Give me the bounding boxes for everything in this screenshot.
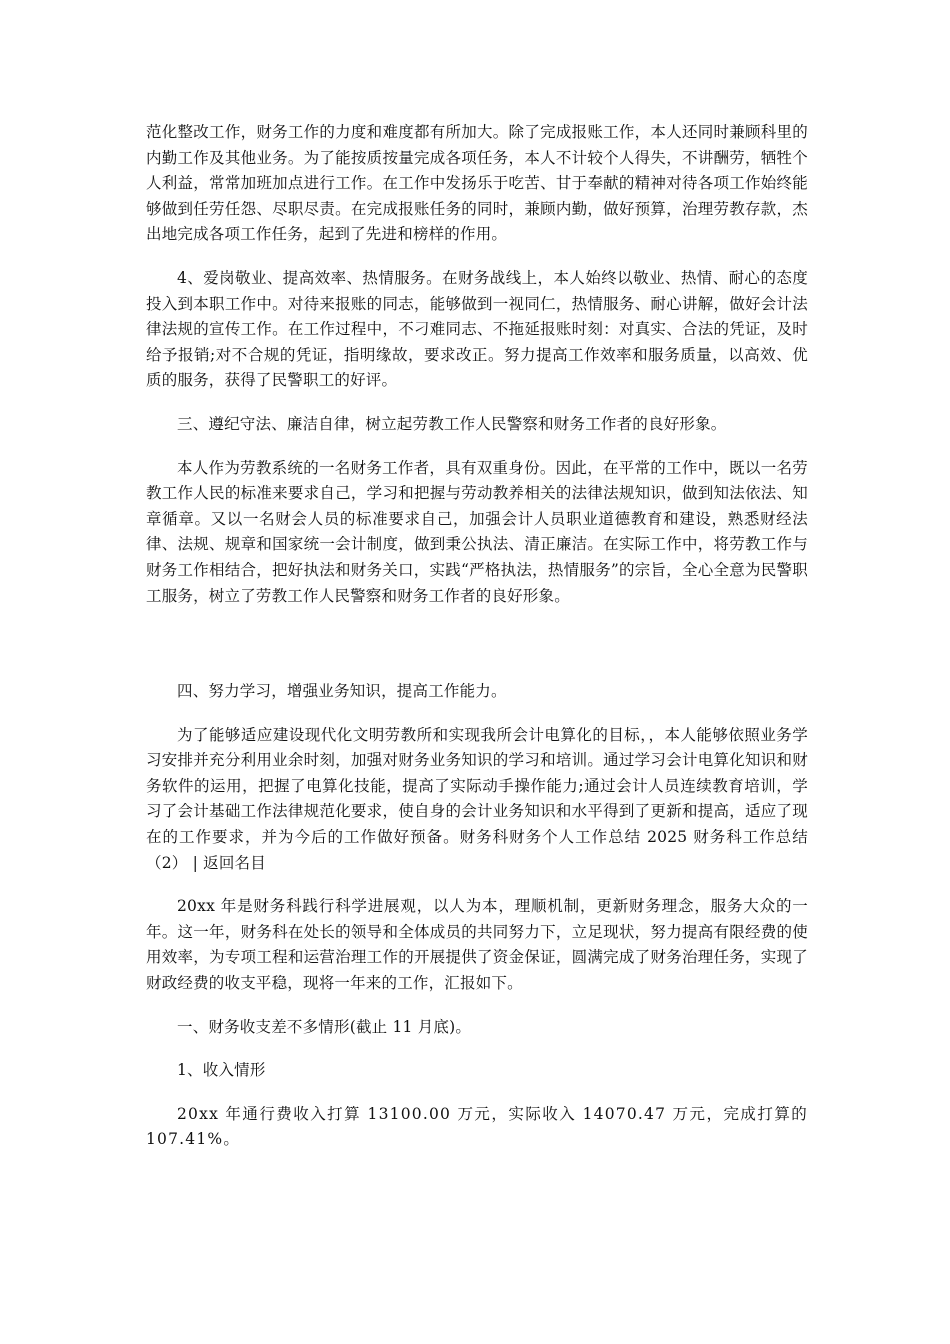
paragraph-continuation: 范化整改工作，财务工作的力度和难度都有所加大。除了完成报账工作，本人还同时兼顾科里的内勤工作及其他业务。为了能按质按量完成各项任务，本人不计较个人得失，不讲酬劳，牺牲个人利益，常常加班加点进行工作。在工作中发扬乐于吃苦、甘于奉献的精神对待各项工作始终能够做到任劳任怨、尽职尽责。在完成报账任务的同时，兼顾内勤，做好预算，治理劳教存款，杰出地完成各项工作任务，起到了先进和榜样的作用。: [146, 123, 808, 244]
section-heading-3: 三、遵纪守法、廉洁自律，树立起劳教工作人民警察和财务工作者的良好形象。: [177, 414, 727, 433]
paragraph-item-4: 4、爱岗敬业、提高效率、热情服务。在财务战线上，本人始终以敬业、热情、耐心的态度投入到本职工作中。对待来报账的同志，能够做到一视同仁，热情服务、耐心讲解，做好会计法律法规的宣传工作。在工作过程中，不刁难同志、不拖延报账时刻：对真实、合法的凭证，及时给予报销;对不合规的凭证，指明缘故，要求改正。努力提高工作效率和服务质量，以高效、优质的服务，获得了民警职工的好评。: [146, 268, 808, 390]
paragraph-section-3-body: 本人作为劳教系统的一名财务工作者，具有双重身份。因此，在平常的工作中，既以一名劳教工作人民的标准来要求自己，学习和把握与劳动教养相关的法律法规知识，做到知法依法、知章循章。又以一名财会人员的标准要求自己，加强会计人员职业道德教育和建设，熟悉财经法律、法规、规章和国家统一会计制度，做到秉公执法、清正廉洁。在实际工作中，将劳教工作与财务工作相结合，把好执法和财务关口，实践“严格执法，热情服务”的宗旨，全心全意为民警职工服务，树立了劳教工作人民警察和财务工作者的良好形象。: [146, 458, 808, 605]
document-page: [146, 120, 808, 1153]
section-heading-1: 一、财务收支差不多情形(截止 11 月底)。: [177, 1017, 472, 1036]
paragraph-section-4-body: 为了能够适应建设现代化文明劳教所和实现我所会计电算化的目标，，本人能够依照业务学习安排并充分利用业余时刻，加强对财务业务知识的学习和培训。通过学习会计电算化知识和财务软件的运用，把握了电算化技能，提高了实际动手操作能力;通过会计人员连续教育培训，学习了会计基础工作法律规范化要求，使自身的会计业务知识和水平得到了更新和提高，适应了现在的工作要求，并为今后的工作做好预备。财务科财务个人工作总结 2025 财务科工作总结（2） | 返回名目: [146, 725, 808, 872]
paragraph-annual-summary: 20xx 年是财务科践行科学进展观，以人为本，理顺机制，更新财务理念，服务大众的一年。这一年，财务科在处长的领导和全体成员的共同努力下，立足现状，努力提高有限经费的使用效率，为专项工程和运营治理工作的开展提供了资金保证，圆满完成了财务治理任务，实现了财政经费的收支平稳，现将一年来的工作，汇报如下。: [146, 897, 808, 993]
section-heading-4: 四、努力学习，增强业务知识，提高工作能力。: [177, 682, 507, 701]
paragraph-income-detail: 20xx 年通行费收入打算 13100.00 万元，实际收入 14070.47 万元，完成打算的 107.41%。: [146, 1104, 808, 1149]
subheading-income: 1、收入情形: [177, 1061, 266, 1080]
